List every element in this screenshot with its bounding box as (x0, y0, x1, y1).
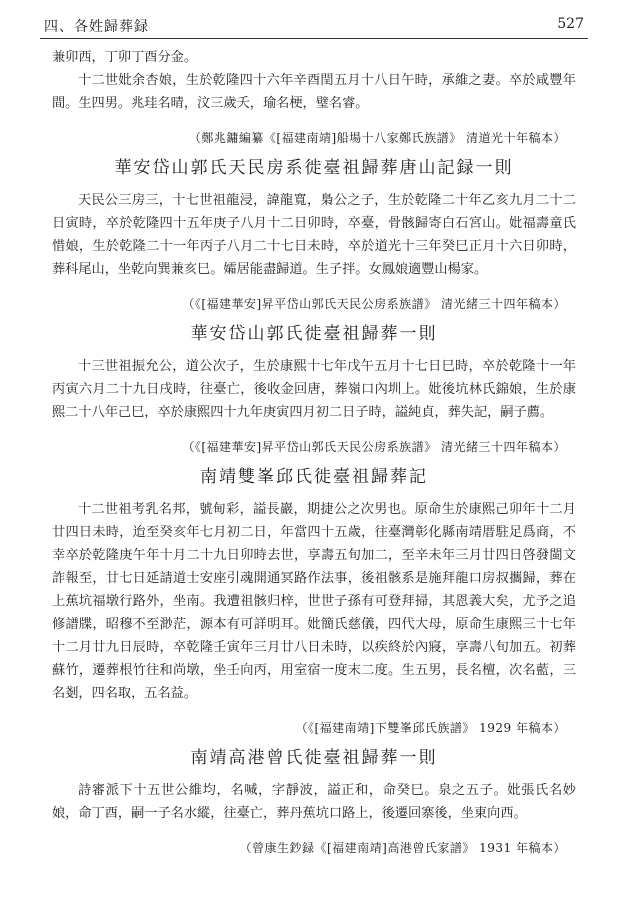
running-title: 四、各姓歸葬録 (44, 19, 149, 35)
source-citation: （鄭兆鏞編纂《[福建南靖]船場十八家鄭氏族譜》 清道光十年稿本） (188, 131, 566, 145)
paragraph: 十二世祖考乳名邦，號甸彩，謚長巖，期捷公之次男也。原命生於康熙己卯年十二月廿四日未時，迨至癸亥年七月初二日，年當四十五歲，往臺灣彰化縣南靖厝駐足爲商，不幸卒於乾隆庚午年十月二十九日卯時去世，享壽五旬加二，至辛未年三月廿四日啓發閩文詐報至，廿七日延請道士安座引魂開通冥路作法事，後祖骸系是施拜龍口房叔攜歸，葬在上蕉坑福墩行路外，坐南。我遭祖骸归梓，世世子孫有可登拜掃，其恩義大矣，尤予之追修譜牒，昭穆不至渺茫，源本有可詳明耳。妣簡氏慈儀，四代大母，原命生康熙三十七年十二月廿九日辰時，卒乾隆壬寅年三月廿八日未時，以疾終於內寢，享壽八旬加五。初葬蘇竹，遷葬根竹往和尚墩，坐壬向丙，用室宿一度末二度。生五男，長名檀，次名藍，三名剗，四名取，五名益。 (52, 502, 576, 701)
paragraph: 十三世祖振允公，道公次子，生於康熙十七年戊午五月十七日巳時，卒於乾隆十一年丙寅六月二十九日戌時，往臺亡，後收金回唐，葬嶺口內圳上。妣後坑林氏錦娘，生於康熙二十八年己巳，卒於康熙四十九年庚寅四月初二日子時，謚純貞，葬失記，嗣子薦。 (52, 359, 576, 420)
paragraph: 十二世妣余杏娘，生於乾隆四十六年辛酉閏五月十八日午時，承維之妻。卒於咸豐年間。生四男。兆珪名晴，汶三歲夭，瑜名梗，璧名睿。 (52, 73, 576, 111)
section-title: 華安岱山郭氏天民房系徙臺祖歸葬唐山記録一則 (114, 158, 514, 178)
paragraph: 天民公三房三，十七世祖龍浸，諱龍寬，梟公之子，生於乾隆二十年乙亥九月二十二日寅時，卒於乾隆四十五年庚子八月十二日卯時，卒臺，骨骸歸寄白石宮山。妣福壽童氏惜娘，生於乾隆二十一年丙子八月二十七日未時，卒於道光十三年癸巳正月十六日卯時，葬科尾山，坐乾向巽兼亥巳。孀居能盡歸道。生子拌。女鳳娘適豐山楊家。 (52, 193, 576, 277)
paragraph: 兼卯西，丁卯丁酉分金。 (52, 50, 198, 65)
section-title: 華安岱山郭氏徙臺祖歸葬一則 (190, 324, 438, 344)
page-body (52, 46, 576, 867)
page-header (40, 12, 588, 39)
section-title: 南靖高港曾氏徙臺祖歸葬一則 (190, 748, 438, 768)
source-citation: （曾康生鈔録《[福建南靖]高港曾氏家譜》 1931 年稿本） (239, 841, 566, 855)
source-citation: （《[福建華安]昇平岱山郭氏天民公房系族譜》 清光緒三十四年稿本） (182, 297, 566, 311)
page-number: 527 (557, 16, 584, 32)
source-citation: （《[福建華安]昇平岱山郭氏天民公房系族譜》 清光緒三十四年稿本） (182, 440, 566, 454)
source-citation: （《[福建南靖]下雙峯邱氏族譜》 1929 年稿本） (295, 721, 566, 735)
section-title: 南靖雙峯邱氏徙臺祖歸葬記 (200, 467, 428, 487)
paragraph: 詩審派下十五世公維均，名喊，字靜波，謚正和，命癸巳。泉之五子。妣張氏名妙娘，命丁酉，嗣一子名水縱，往臺亡，葬丹蕉坑口路上，後遷回寨後，坐東向西。 (52, 783, 576, 821)
